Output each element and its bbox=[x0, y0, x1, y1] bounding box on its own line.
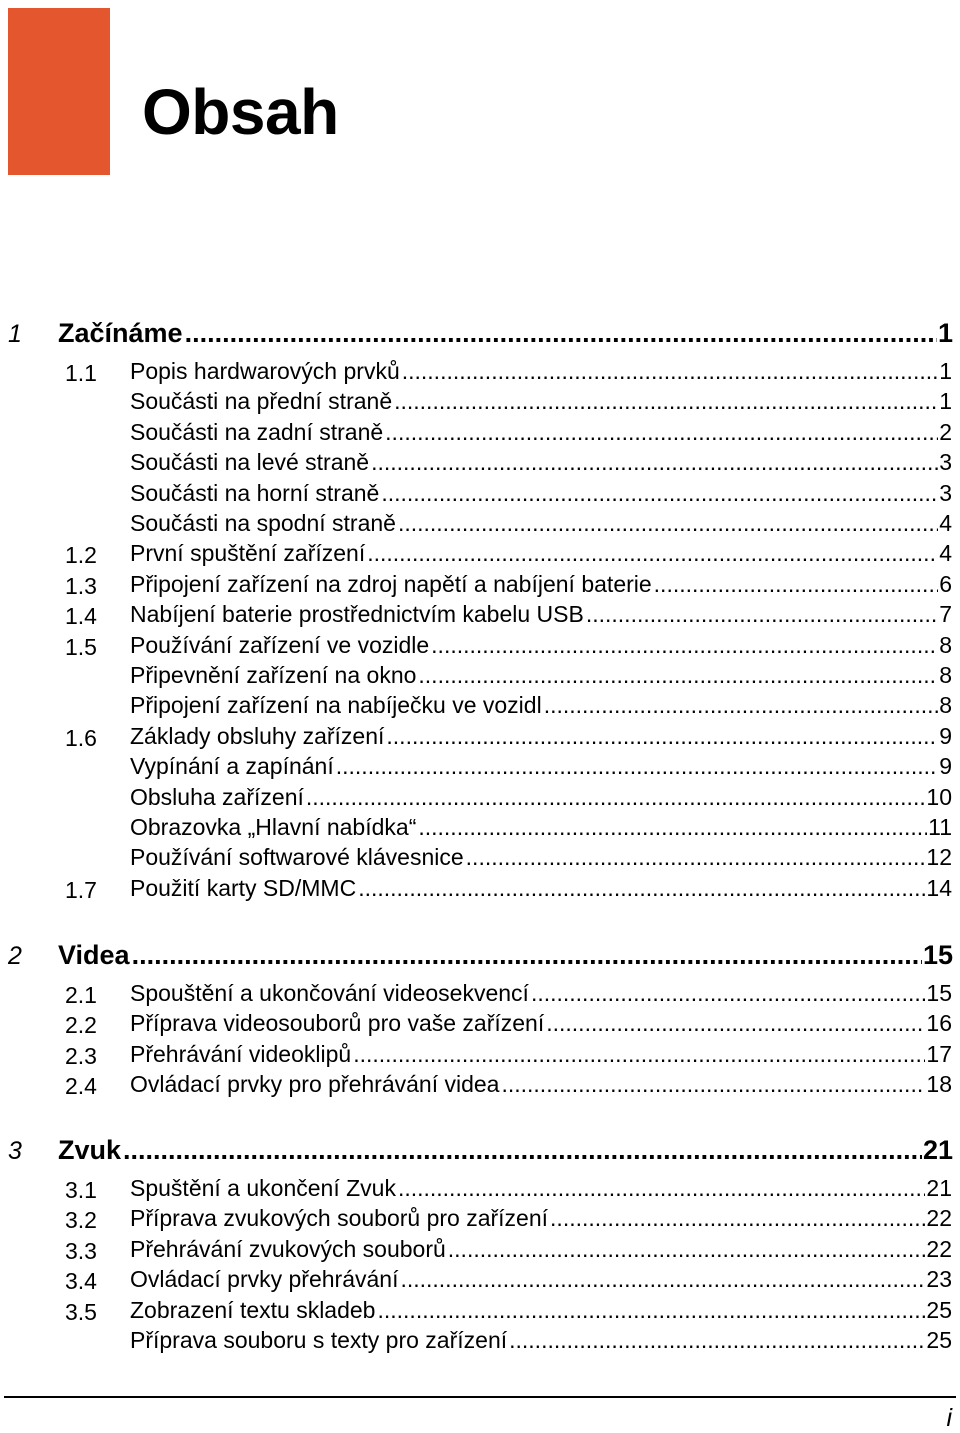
entry-title: Zobrazení textu skladeb bbox=[130, 1296, 376, 1323]
entry-title: Používání softwarové klávesnice bbox=[130, 844, 464, 871]
section-number: 1.7 bbox=[65, 876, 97, 903]
entry-page: 8 bbox=[939, 692, 952, 719]
toc-entry-row[interactable] bbox=[130, 1071, 952, 1101]
dot-leader bbox=[398, 510, 938, 537]
toc-entry-row[interactable] bbox=[130, 1327, 952, 1357]
dot-leader bbox=[544, 692, 939, 719]
entry-page: 7 bbox=[939, 601, 952, 628]
entry-title: Přehrávání zvukových souborů bbox=[130, 1235, 446, 1262]
toc-chapter-row[interactable] bbox=[58, 318, 953, 348]
entry-title: Příprava zvukových souborů pro zařízení bbox=[130, 1205, 549, 1232]
entry-page: 22 bbox=[926, 1205, 952, 1232]
entry-title: Připevnění zařízení na okno bbox=[130, 662, 417, 688]
entry-title: Ovládací prvky přehrávání bbox=[130, 1266, 399, 1293]
toc-entry-row[interactable] bbox=[130, 388, 952, 418]
dot-leader bbox=[550, 1205, 925, 1232]
chapter-title: Videa bbox=[58, 940, 130, 970]
toc-entry-row[interactable] bbox=[130, 540, 952, 570]
toc-chapter-row[interactable] bbox=[58, 940, 953, 970]
toc-entry-row[interactable] bbox=[130, 753, 952, 783]
toc-entry-row[interactable] bbox=[130, 662, 952, 692]
entry-page: 8 bbox=[939, 631, 952, 658]
entry-title: Spouštění a ukončování videosekvencí bbox=[130, 980, 529, 1006]
entry-title: Obsluha zařízení bbox=[130, 783, 304, 810]
entry-page: 22 bbox=[926, 1235, 952, 1262]
entry-title: Součásti na zadní straně bbox=[130, 418, 384, 445]
dot-leader bbox=[654, 571, 939, 598]
section-number: 3.2 bbox=[65, 1207, 97, 1234]
entry-page: 1 bbox=[939, 388, 952, 415]
entry-page: 21 bbox=[926, 1175, 952, 1201]
entry-title: Součásti na spodní straně bbox=[130, 510, 396, 536]
section-number: 3.5 bbox=[65, 1298, 97, 1325]
entry-page: 3 bbox=[939, 449, 952, 476]
entry-title: Součásti na levé straně bbox=[130, 449, 370, 476]
entry-page: 3 bbox=[939, 479, 952, 506]
entry-page: 4 bbox=[939, 510, 952, 536]
toc-entry-row[interactable] bbox=[130, 1297, 952, 1327]
dot-leader bbox=[400, 1266, 925, 1293]
dot-leader bbox=[371, 449, 938, 476]
toc-entry-row[interactable] bbox=[130, 784, 952, 814]
toc-entry-row[interactable] bbox=[130, 601, 952, 631]
dot-leader bbox=[353, 1041, 925, 1068]
dot-leader bbox=[394, 388, 938, 415]
entry-page: 10 bbox=[926, 783, 952, 810]
dot-leader bbox=[466, 844, 926, 871]
entry-title: Příprava videosouborů pro vaše zařízení bbox=[130, 1010, 545, 1037]
toc-entry-row[interactable] bbox=[130, 571, 952, 601]
toc-entry-row[interactable] bbox=[130, 1010, 952, 1040]
entry-title: Součásti na horní straně bbox=[130, 479, 380, 506]
entry-title: Připojení zařízení na nabíječku ve vozidl bbox=[130, 692, 542, 719]
entry-page: 2 bbox=[939, 418, 952, 445]
accent-block bbox=[8, 8, 110, 175]
entry-page: 23 bbox=[926, 1266, 952, 1293]
chapter-page: 15 bbox=[922, 940, 953, 970]
dot-leader bbox=[386, 723, 938, 750]
entry-page: 18 bbox=[926, 1071, 952, 1098]
toc-entry-row[interactable] bbox=[130, 1041, 952, 1071]
section-number: 3.3 bbox=[65, 1237, 97, 1264]
section-number: 1.6 bbox=[65, 724, 97, 751]
entry-page: 14 bbox=[926, 874, 952, 901]
section-number: 2.1 bbox=[65, 982, 97, 1008]
entry-page: 6 bbox=[939, 570, 952, 597]
entry-title: Součásti na přední straně bbox=[130, 388, 393, 415]
chapter-title: Začínáme bbox=[58, 318, 183, 348]
toc-entry-row[interactable] bbox=[130, 510, 952, 540]
entry-title: Vypínání a zapínání bbox=[130, 753, 334, 780]
chapter-page: 1 bbox=[937, 318, 953, 348]
section-number: 1.4 bbox=[65, 603, 97, 630]
dot-leader bbox=[546, 1010, 925, 1037]
entry-page: 11 bbox=[928, 814, 952, 840]
entry-page: 9 bbox=[939, 722, 952, 749]
entry-title: První spuštění zařízení bbox=[130, 540, 366, 567]
entry-title: Základy obsluhy zařízení bbox=[130, 722, 385, 749]
chapter-number: 2 bbox=[8, 942, 22, 970]
chapter-title: Zvuk bbox=[58, 1135, 122, 1165]
entry-page: 9 bbox=[939, 753, 952, 780]
toc-entry-row[interactable] bbox=[130, 1175, 952, 1205]
dot-leader bbox=[531, 980, 925, 1007]
dot-leader bbox=[431, 632, 938, 659]
entry-title: Spuštění a ukončení Zvuk bbox=[130, 1175, 396, 1201]
entry-page: 4 bbox=[939, 540, 952, 567]
dot-leader bbox=[448, 1236, 926, 1263]
toc-entry-row[interactable] bbox=[130, 632, 952, 662]
section-number: 2.2 bbox=[65, 1012, 97, 1039]
dot-leader bbox=[336, 753, 938, 780]
section-number: 1.2 bbox=[65, 542, 97, 569]
entry-page: 15 bbox=[926, 980, 952, 1006]
toc-entry-row[interactable] bbox=[130, 875, 952, 905]
dot-leader bbox=[306, 784, 926, 811]
toc-entry-row[interactable] bbox=[130, 419, 952, 449]
dot-leader bbox=[501, 1071, 925, 1098]
section-number: 3.4 bbox=[65, 1268, 97, 1295]
dot-leader bbox=[385, 419, 938, 446]
entry-page: 1 bbox=[939, 358, 952, 384]
entry-page: 25 bbox=[926, 1327, 952, 1353]
dot-leader bbox=[123, 1135, 922, 1166]
dot-leader bbox=[185, 318, 937, 349]
section-number: 3.1 bbox=[65, 1177, 97, 1203]
dot-leader bbox=[418, 662, 938, 689]
section-number: 1.3 bbox=[65, 572, 97, 599]
entry-title: Přehrávání videoklipů bbox=[130, 1040, 352, 1067]
toc-entry-row[interactable] bbox=[130, 358, 952, 388]
entry-title: Popis hardwarových prvků bbox=[130, 358, 400, 384]
entry-title: Příprava souboru s texty pro zařízení bbox=[130, 1327, 508, 1353]
toc-entry-row[interactable] bbox=[130, 449, 952, 479]
entry-title: Obrazovka „Hlavní nabídka“ bbox=[130, 814, 417, 840]
toc-entry-row[interactable] bbox=[130, 723, 952, 753]
entry-page: 8 bbox=[939, 662, 952, 688]
toc-entry-row[interactable] bbox=[130, 844, 952, 874]
section-number: 2.3 bbox=[65, 1042, 97, 1069]
dot-leader bbox=[377, 1297, 925, 1324]
toc-entry-row[interactable] bbox=[130, 980, 952, 1010]
page-number: i bbox=[946, 1404, 952, 1432]
dot-leader bbox=[381, 480, 938, 507]
section-number: 1.1 bbox=[65, 360, 97, 386]
toc-entry-row[interactable] bbox=[130, 1205, 952, 1235]
toc-entry-row[interactable] bbox=[130, 480, 952, 510]
dot-leader bbox=[586, 601, 938, 628]
entry-title: Použití karty SD/MMC bbox=[130, 874, 357, 901]
toc-entry-row[interactable] bbox=[130, 692, 952, 722]
chapter-page: 21 bbox=[922, 1135, 953, 1165]
entry-page: 12 bbox=[926, 844, 952, 871]
entry-page: 17 bbox=[926, 1040, 952, 1067]
entry-page: 25 bbox=[926, 1296, 952, 1323]
entry-title: Používání zařízení ve vozidle bbox=[130, 631, 430, 658]
entry-title: Ovládací prvky pro přehrávání videa bbox=[130, 1071, 500, 1098]
toc-entry-row[interactable] bbox=[130, 814, 952, 844]
dot-leader bbox=[418, 814, 927, 841]
toc-entry-row[interactable] bbox=[130, 1236, 952, 1266]
page-title: Obsah bbox=[142, 76, 339, 148]
dot-leader bbox=[358, 875, 925, 902]
entry-title: Nabíjení baterie prostřednictvím kabelu USB bbox=[130, 601, 584, 628]
chapter-number: 1 bbox=[8, 320, 22, 348]
section-number: 2.4 bbox=[65, 1073, 97, 1100]
toc-entry-row[interactable] bbox=[130, 1266, 952, 1296]
section-number: 1.5 bbox=[65, 633, 97, 660]
footer-rule bbox=[4, 1396, 956, 1398]
chapter-number: 3 bbox=[8, 1137, 22, 1165]
entry-title: Připojení zařízení na zdroj napětí a nabíjení baterie bbox=[130, 570, 652, 597]
dot-leader bbox=[509, 1327, 925, 1354]
dot-leader bbox=[402, 358, 938, 385]
entry-page: 16 bbox=[926, 1010, 952, 1037]
toc-chapter-row[interactable] bbox=[58, 1135, 953, 1165]
dot-leader bbox=[398, 1175, 925, 1202]
dot-leader bbox=[367, 540, 938, 567]
dot-leader bbox=[132, 940, 922, 971]
